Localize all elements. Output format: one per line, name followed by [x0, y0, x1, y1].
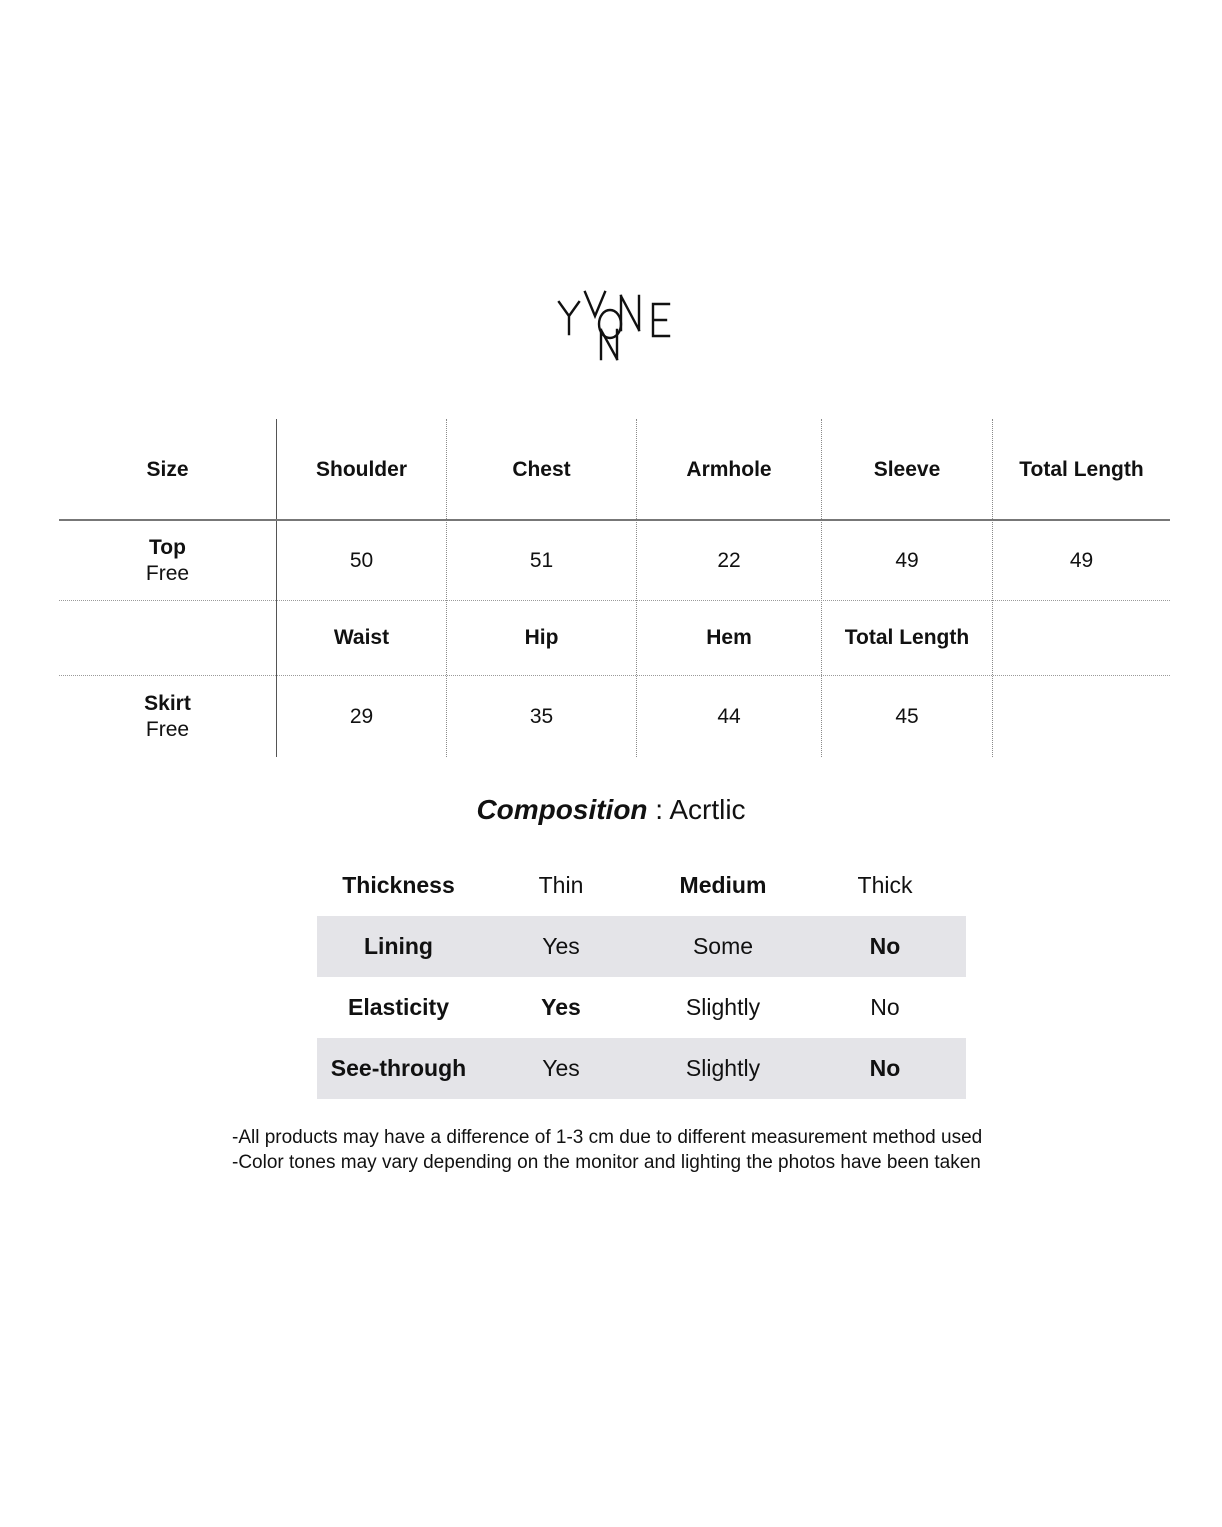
- header-shoulder: Shoulder: [315, 458, 407, 481]
- top-sleeve-value: 49: [895, 548, 919, 572]
- header-hem: Hem: [706, 626, 752, 649]
- fabric-row-elasticity: [317, 977, 966, 1038]
- header-hip: Hip: [524, 626, 559, 649]
- fabric-row-thickness: [317, 855, 966, 916]
- skirt-total-length-value: 45: [895, 704, 919, 728]
- composition-label: Composition: [476, 794, 648, 825]
- option-selected: No: [869, 933, 901, 959]
- composition: [0, 790, 1222, 830]
- header-sleeve: Sleeve: [873, 458, 941, 481]
- option: Some: [692, 933, 754, 959]
- attribute-label: See-through: [330, 1055, 467, 1081]
- option: Yes: [542, 1055, 580, 1081]
- skirt-hem-value: 44: [717, 704, 741, 728]
- attribute-label: Elasticity: [348, 994, 449, 1020]
- option-selected: Medium: [679, 872, 767, 898]
- top-total-length-value: 49: [1069, 548, 1094, 572]
- attribute-label: Thickness: [342, 872, 455, 898]
- size-table: [59, 419, 1170, 757]
- option: Yes: [542, 933, 580, 959]
- notes: [232, 1125, 982, 1175]
- option: Thin: [538, 872, 584, 898]
- note-measurement: -All products may have a difference of 1-3 cm due to different measurement method used: [232, 1127, 983, 1148]
- fabric-row-see-through: [317, 1038, 966, 1099]
- yvonne-logo-mark: [555, 286, 675, 364]
- option-selected: No: [869, 1055, 901, 1081]
- header-armhole: Armhole: [686, 458, 772, 481]
- fabric-properties-table: [317, 855, 966, 1099]
- composition-value: Acrtlic: [669, 794, 746, 825]
- header-size: Size: [146, 458, 189, 481]
- header-waist: Waist: [333, 626, 390, 649]
- option: No: [870, 994, 900, 1020]
- row-label-skirt: [59, 676, 276, 757]
- row-label-top: [59, 521, 276, 600]
- header-skirt-total-length: Total Length: [844, 626, 970, 649]
- top-shoulder-value: 50: [349, 548, 374, 572]
- attribute-label: Lining: [364, 933, 433, 959]
- skirt-waist-value: 29: [349, 704, 374, 728]
- option: Slightly: [685, 1055, 761, 1081]
- skirt-hip-value: 35: [529, 704, 554, 728]
- option: Slightly: [685, 994, 761, 1020]
- note-color: -Color tones may vary depending on the monitor and lighting the photos have been taken: [232, 1152, 981, 1173]
- row-name: Top: [149, 535, 186, 559]
- header-total-length: Total Length: [1019, 458, 1144, 481]
- fabric-row-lining: [317, 916, 966, 977]
- header-chest: Chest: [512, 458, 571, 481]
- brand-logo: [555, 286, 675, 364]
- top-armhole-value: 22: [717, 548, 741, 572]
- composition-separator: :: [647, 794, 670, 825]
- row-size: Free: [145, 717, 190, 741]
- top-chest-value: 51: [529, 548, 554, 572]
- option-selected: Yes: [541, 994, 581, 1020]
- option: Thick: [857, 872, 913, 898]
- row-size: Free: [145, 561, 190, 585]
- row-name: Skirt: [144, 691, 191, 715]
